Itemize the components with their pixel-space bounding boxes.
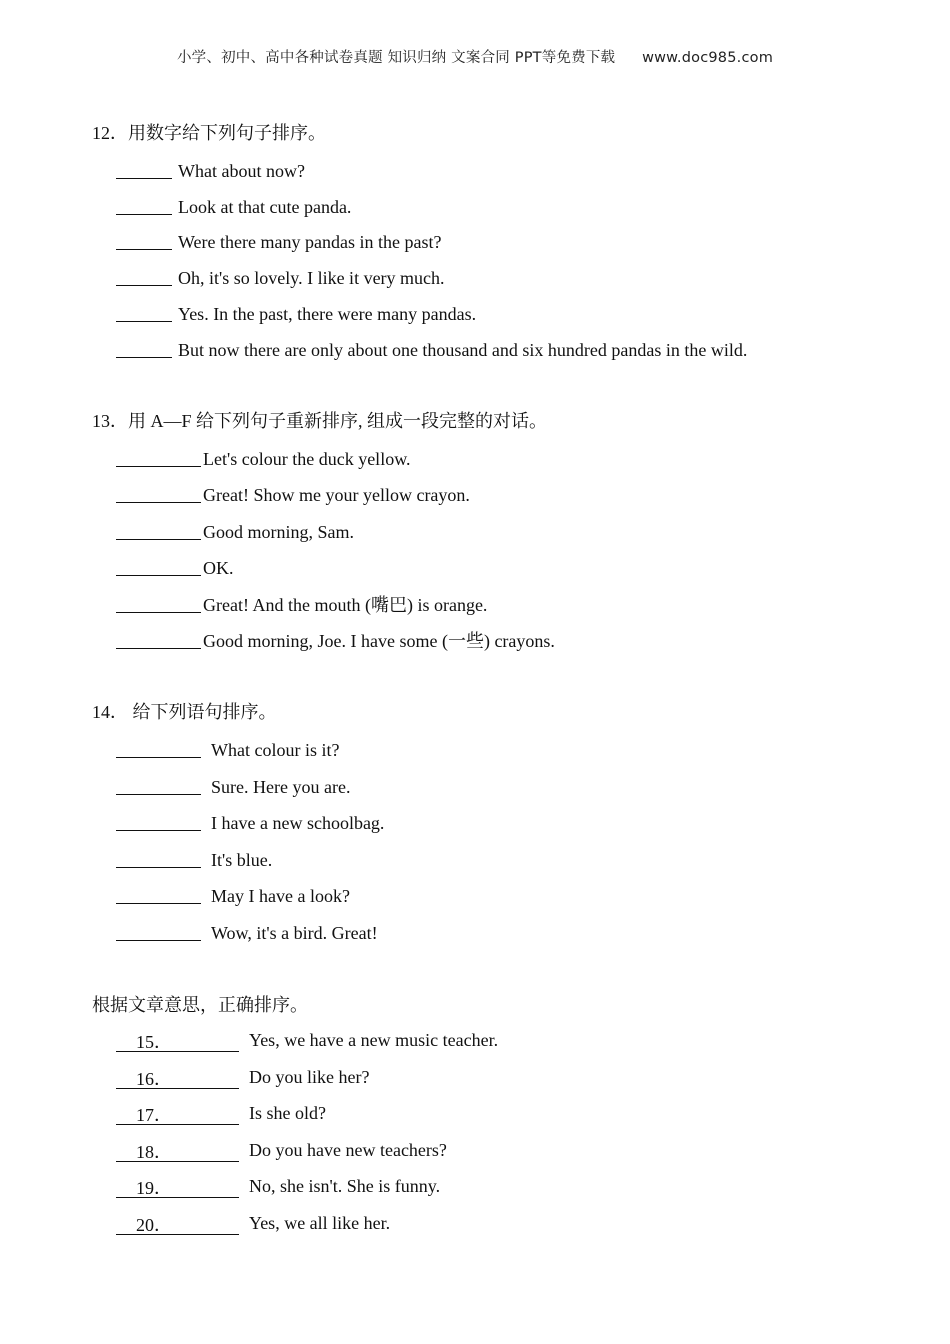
answer-blank[interactable]	[116, 196, 172, 215]
q14-line: It's blue.	[116, 847, 272, 872]
q14-line: Wow, it's a bird. Great!	[116, 920, 378, 945]
q12-line: What about now?	[116, 158, 305, 183]
answer-blank[interactable]: 16．	[116, 1070, 239, 1089]
answer-blank[interactable]	[116, 231, 172, 250]
q15-line: 15． Yes, we have a new music teacher.	[116, 1028, 498, 1052]
answer-blank[interactable]: 15．	[116, 1033, 239, 1052]
q12-line: Yes. In the past, there were many pandas.	[116, 301, 476, 326]
answer-blank[interactable]	[116, 812, 201, 831]
q13-line: Great! Show me your yellow crayon.	[116, 482, 470, 507]
answer-blank[interactable]	[116, 630, 201, 649]
q15-line: 19． No, she isn't. She is funny.	[116, 1174, 440, 1198]
q14-line: May I have a look?	[116, 883, 350, 908]
q14-line: Sure. Here you are.	[116, 774, 350, 799]
answer-blank[interactable]	[116, 521, 201, 540]
q14-line: What colour is it?	[116, 737, 339, 762]
q13-line: Good morning, Sam.	[116, 519, 354, 544]
q15-line: 16． Do you like her?	[116, 1065, 369, 1089]
header-site: www.doc985.com	[642, 50, 774, 66]
q15-line: 18． Do you have new teachers?	[116, 1138, 447, 1162]
q13-line: Let's colour the duck yellow.	[116, 446, 411, 471]
q15-title: 根据文章意思，正确排序。	[92, 995, 308, 1015]
answer-blank[interactable]	[116, 448, 201, 467]
q12-line: Were there many pandas in the past?	[116, 229, 441, 254]
page-header	[0, 46, 950, 67]
answer-blank[interactable]: 18．	[116, 1143, 239, 1162]
q13-line: Good morning, Joe. I have some (一些) crayons.	[116, 628, 555, 653]
header-text: 小学、初中、高中各种试卷真题 知识归纳 文案合同 PPT等免费下载	[176, 50, 616, 66]
q12-title: 12．用数字给下列句子排序。	[92, 123, 326, 143]
answer-blank[interactable]	[116, 594, 201, 613]
answer-blank[interactable]	[116, 922, 201, 941]
q13-line: OK.	[116, 555, 234, 580]
q13-title: 13．用 A—F 给下列句子重新排序, 组成一段完整的对话。	[92, 411, 548, 431]
answer-blank[interactable]	[116, 739, 201, 758]
answer-blank[interactable]	[116, 267, 172, 286]
answer-blank[interactable]	[116, 160, 172, 179]
answer-blank[interactable]: 17．	[116, 1106, 239, 1125]
answer-blank[interactable]	[116, 339, 172, 358]
answer-blank[interactable]: 19．	[116, 1179, 239, 1198]
q15-line: 20． Yes, we all like her.	[116, 1211, 390, 1235]
q12-line: But now there are only about one thousand and six hundred pandas in the wild.	[116, 337, 747, 362]
answer-blank[interactable]	[116, 484, 201, 503]
q12-line: Look at that cute panda.	[116, 194, 351, 219]
answer-blank[interactable]	[116, 557, 201, 576]
q15-line: 17． Is she old?	[116, 1101, 326, 1125]
q14-line: I have a new schoolbag.	[116, 810, 384, 835]
answer-blank[interactable]	[116, 303, 172, 322]
answer-blank[interactable]: 20．	[116, 1216, 239, 1235]
answer-blank[interactable]	[116, 776, 201, 795]
q14-title: 14． 给下列语句排序。	[92, 702, 277, 722]
answer-blank[interactable]	[116, 885, 201, 904]
q13-line: Great! And the mouth (嘴巴) is orange.	[116, 592, 487, 617]
answer-blank[interactable]	[116, 849, 201, 868]
q12-line: Oh, it's so lovely. I like it very much.	[116, 265, 445, 290]
